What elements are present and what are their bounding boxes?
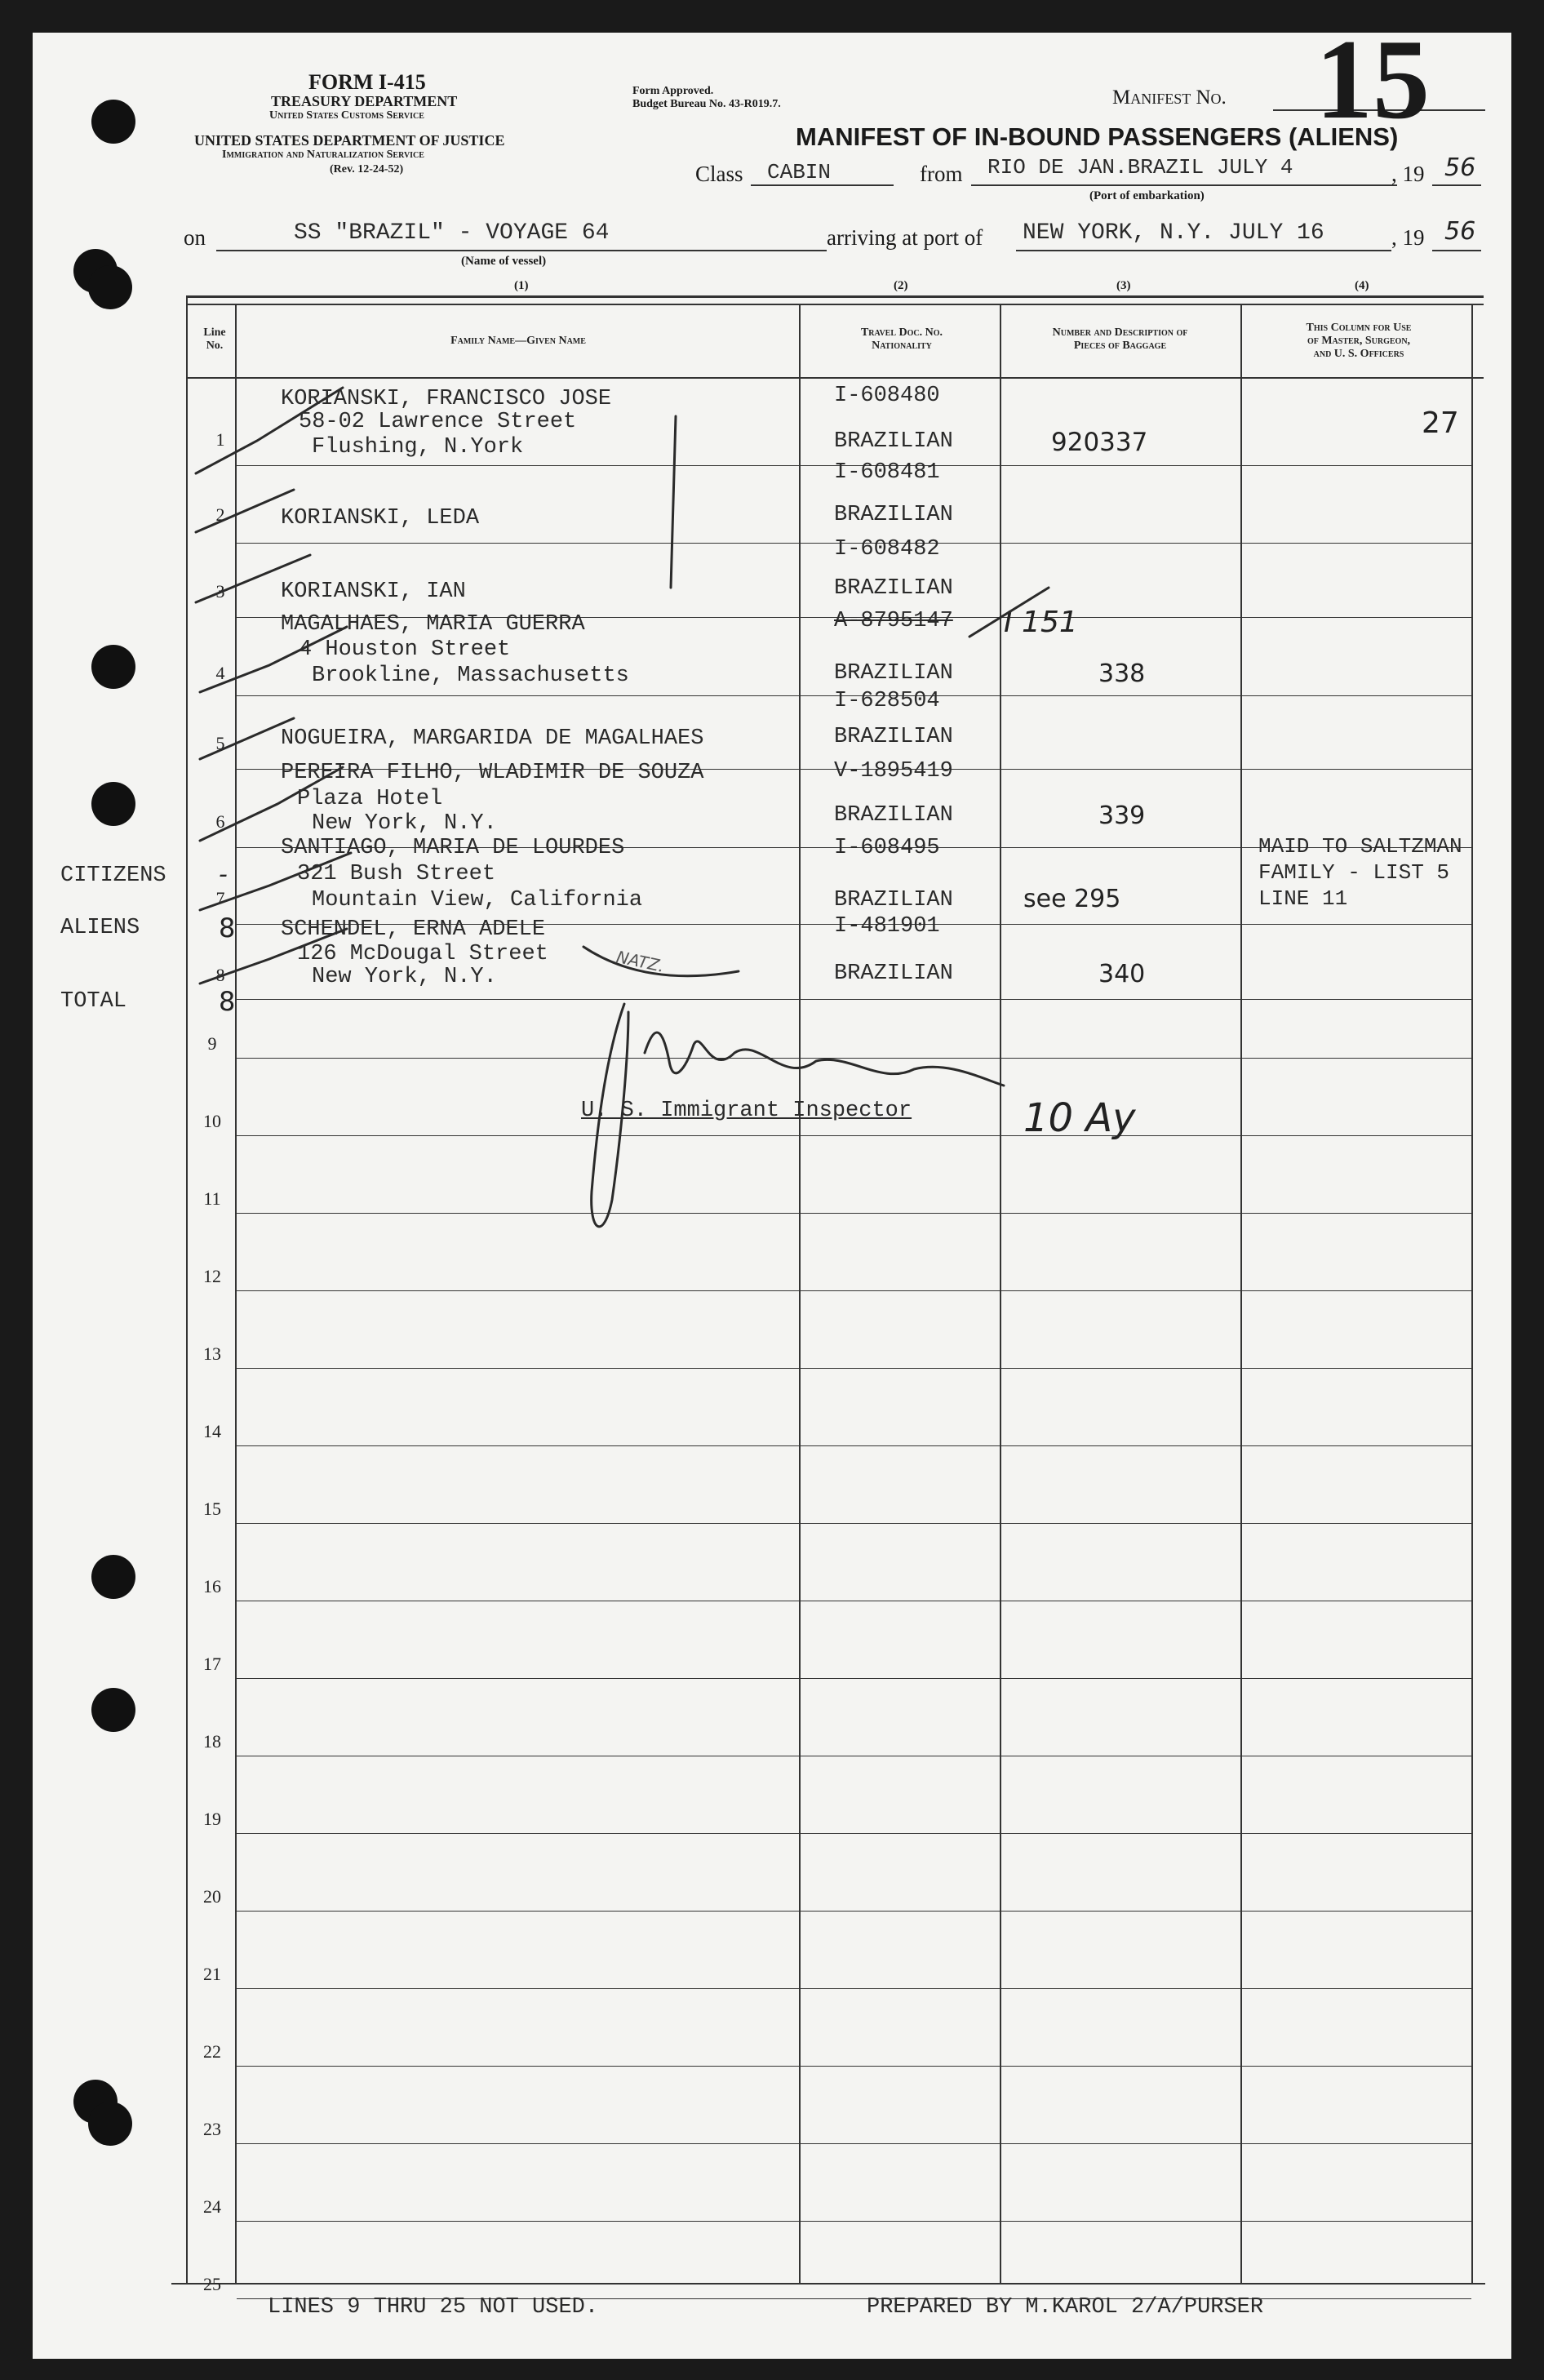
line-number: 11 bbox=[203, 1188, 221, 1209]
arriving-label: arriving at port of bbox=[827, 225, 983, 250]
line-number: 21 bbox=[203, 1964, 221, 1984]
class-label: Class bbox=[695, 162, 743, 186]
from-value: RIO DE JAN.BRAZIL JULY 4 bbox=[987, 155, 1293, 180]
budget-bureau: Budget Bureau No. 43-R019.7. bbox=[632, 98, 781, 110]
line-number: 7 bbox=[215, 888, 225, 908]
row-4-bag: 338 bbox=[1098, 659, 1146, 688]
row-7-nat: BRAZILIAN bbox=[834, 888, 953, 912]
row-8-nat: BRAZILIAN bbox=[834, 961, 953, 986]
row-8-bag: 340 bbox=[1098, 960, 1146, 988]
tally-aliens-value: 8 bbox=[219, 912, 236, 944]
col-header-bag2: Pieces of Baggage bbox=[1073, 340, 1167, 352]
dept-customs: United States Customs Service bbox=[269, 109, 424, 122]
row-divider bbox=[237, 1833, 1471, 1834]
line-number: 4 bbox=[215, 663, 225, 683]
row-4-doc: A-8795147 bbox=[834, 609, 953, 633]
line-number: 20 bbox=[203, 1886, 221, 1907]
binder-hole bbox=[91, 645, 135, 689]
row-8-doc: I-481901 bbox=[834, 914, 940, 939]
binder-hole bbox=[91, 782, 135, 826]
footer-lines-not-used: LINES 9 THRU 25 NOT USED. bbox=[268, 2295, 599, 2320]
dept-justice: UNITED STATES DEPARTMENT OF JUSTICE bbox=[194, 132, 505, 149]
arrival-value: NEW YORK, N.Y. JULY 16 bbox=[1023, 220, 1324, 246]
tally-total-value: 8 bbox=[219, 986, 236, 1017]
row-4-addr1: 4 Houston Street bbox=[299, 637, 511, 662]
binder-hole bbox=[91, 1555, 135, 1599]
year-prefix-2: , 19 bbox=[1391, 225, 1425, 250]
row-2-name: KORIANSKI, LEDA bbox=[281, 506, 480, 531]
line-number: 16 bbox=[203, 1576, 221, 1596]
row-7-name: SANTIAGO, MARIA DE LOURDES bbox=[281, 836, 625, 860]
line-number: 6 bbox=[215, 811, 225, 832]
binder-hole bbox=[88, 2102, 132, 2146]
row-7-addr2: Mountain View, California bbox=[312, 888, 643, 912]
line-number: 15 bbox=[203, 1499, 221, 1519]
row-5-name: NOGUEIRA, MARGARIDA DE MAGALHAES bbox=[281, 726, 704, 751]
class-value: CABIN bbox=[767, 160, 832, 184]
on-label: on bbox=[184, 225, 206, 250]
manifest-label: Manifest No. bbox=[1112, 87, 1227, 109]
row-1-name: KORIANSKI, FRANCISCO JOSE bbox=[281, 387, 612, 411]
line-number: 19 bbox=[203, 1809, 221, 1829]
row-7-note2: FAMILY - LIST 5 bbox=[1258, 860, 1450, 885]
year-1: 56 bbox=[1444, 153, 1476, 182]
line-number: 17 bbox=[203, 1654, 221, 1674]
col-header-use2: of Master, Surgeon, bbox=[1307, 335, 1411, 347]
row-3-doc: I-608482 bbox=[834, 537, 940, 562]
row-divider bbox=[237, 2066, 1471, 2067]
row-6-addr1: Plaza Hotel bbox=[297, 787, 443, 811]
row-8-addr2: New York, N.Y. bbox=[312, 965, 497, 989]
form-id: FORM I-415 bbox=[308, 70, 426, 94]
row-divider bbox=[237, 1213, 1471, 1214]
row-divider bbox=[237, 2143, 1471, 2144]
col-header-name: Family Name—Given Name bbox=[450, 335, 586, 347]
col-header-use1: This Column for Use bbox=[1306, 322, 1412, 334]
row-7-note1: MAID TO SALTZMAN bbox=[1258, 834, 1462, 859]
row-6-bag: 339 bbox=[1098, 801, 1146, 830]
dept-treasury: TREASURY DEPARTMENT bbox=[271, 93, 458, 109]
row-8-addr1: 126 McDougal Street bbox=[297, 942, 548, 966]
line-number: 3 bbox=[215, 581, 225, 602]
row-divider bbox=[237, 1368, 1471, 1369]
row-6-nat: BRAZILIAN bbox=[834, 803, 953, 828]
row-7-bag: see 295 bbox=[1023, 885, 1121, 913]
col-header-use3: and U. S. Officers bbox=[1313, 348, 1404, 360]
manifest-number: 15 bbox=[1316, 16, 1430, 143]
vessel-note: (Name of vessel) bbox=[461, 255, 547, 268]
col-num-3: (3) bbox=[1116, 279, 1131, 292]
col-header-doc: Travel Doc. No. bbox=[860, 326, 943, 339]
year-prefix-1: , 19 bbox=[1391, 162, 1425, 186]
manifest-page bbox=[33, 33, 1511, 2359]
line-number: 13 bbox=[203, 1343, 221, 1364]
row-1-nat: BRAZILIAN bbox=[834, 429, 953, 454]
line-number: 23 bbox=[203, 2119, 221, 2139]
row-8-stamp: NATZ. bbox=[614, 947, 667, 976]
line-number: 18 bbox=[203, 1731, 221, 1752]
row-5-doc: I-628504 bbox=[834, 689, 940, 713]
col-header-bag1: Number and Description of bbox=[1052, 326, 1188, 339]
line-number: 14 bbox=[203, 1421, 221, 1441]
row-1-bag: 920337 bbox=[1051, 428, 1148, 457]
line-number: 9 bbox=[207, 1033, 217, 1054]
binder-hole bbox=[88, 265, 132, 309]
from-label: from bbox=[920, 162, 963, 186]
row-4-docnote: I 151 bbox=[1004, 606, 1078, 639]
row-6-name: PEREIRA FILHO, WLADIMIR DE SOUZA bbox=[281, 761, 704, 785]
binder-hole bbox=[91, 100, 135, 144]
row-6-doc: V-1895419 bbox=[834, 759, 953, 784]
line-number: 2 bbox=[215, 504, 225, 525]
row-1-addr1: 58-02 Lawrence Street bbox=[299, 410, 577, 434]
year-2: 56 bbox=[1444, 217, 1476, 246]
row-divider bbox=[237, 1135, 1471, 1136]
row-divider bbox=[237, 1058, 1471, 1059]
col-num-1: (1) bbox=[514, 279, 529, 292]
row-divider bbox=[237, 1290, 1471, 1291]
row-1-note: 27 bbox=[1422, 406, 1459, 440]
col-num-4: (4) bbox=[1355, 279, 1369, 292]
row-divider bbox=[237, 1988, 1471, 1989]
port-note: (Port of embarkation) bbox=[1089, 189, 1205, 202]
col-header-line: Line No. bbox=[203, 326, 226, 352]
inspector-title: U. S. Immigrant Inspector bbox=[581, 1099, 912, 1123]
row-2-doc: I-608481 bbox=[834, 460, 940, 485]
row-4-nat: BRAZILIAN bbox=[834, 661, 953, 686]
tally-citizens-label: CITIZENS bbox=[60, 864, 166, 888]
binder-hole bbox=[91, 1688, 135, 1732]
form-revision: (Rev. 12-24-52) bbox=[330, 163, 404, 175]
row-1-addr2: Flushing, N.York bbox=[312, 435, 524, 460]
row-8-name: SCHENDEL, ERNA ADELE bbox=[281, 917, 546, 942]
footer-prepared-by: PREPARED BY M.KAROL 2/A/PURSER bbox=[867, 2295, 1264, 2320]
row-divider bbox=[237, 1911, 1471, 1912]
row-divider bbox=[237, 1445, 1471, 1446]
row-4-name: MAGALHAES, MARIA GUERRA bbox=[281, 612, 585, 637]
row-5-nat: BRAZILIAN bbox=[834, 725, 953, 749]
inspector-date-note: 10 Ay bbox=[1023, 1095, 1136, 1141]
row-7-addr1: 321 Bush Street bbox=[297, 862, 496, 886]
line-number: 8 bbox=[215, 965, 225, 985]
form-approved: Form Approved. bbox=[632, 85, 714, 97]
row-1-doc: I-608480 bbox=[834, 384, 940, 408]
row-divider bbox=[237, 2221, 1471, 2222]
line-number: 1 bbox=[215, 429, 225, 450]
row-divider bbox=[237, 999, 1471, 1000]
line-number: 22 bbox=[203, 2041, 221, 2062]
line-number: 12 bbox=[203, 1266, 221, 1286]
line-number: 25 bbox=[203, 2274, 221, 2294]
row-3-nat: BRAZILIAN bbox=[834, 576, 953, 601]
dept-immigration: Immigration and Naturalization Service bbox=[222, 149, 424, 161]
row-divider bbox=[237, 1523, 1471, 1524]
row-6-addr2: New York, N.Y. bbox=[312, 811, 497, 836]
tally-citizens-value: - bbox=[219, 860, 228, 889]
line-number: 24 bbox=[203, 2196, 221, 2217]
row-7-doc: I-608495 bbox=[834, 836, 940, 860]
vessel-name: SS "BRAZIL" - VOYAGE 64 bbox=[294, 220, 610, 246]
tally-total-label: TOTAL bbox=[60, 989, 127, 1014]
manifest-title: MANIFEST OF IN-BOUND PASSENGERS (ALIENS) bbox=[796, 122, 1399, 151]
col-num-2: (2) bbox=[894, 279, 908, 292]
tally-aliens-label: ALIENS bbox=[60, 916, 140, 940]
row-2-nat: BRAZILIAN bbox=[834, 503, 953, 527]
row-divider bbox=[237, 1678, 1471, 1679]
row-4-addr2: Brookline, Massachusetts bbox=[312, 664, 629, 688]
col-header-nat: Nationality bbox=[872, 340, 932, 352]
row-3-name: KORIANSKI, IAN bbox=[281, 579, 466, 604]
line-number: 5 bbox=[215, 733, 225, 753]
line-number: 10 bbox=[203, 1111, 221, 1131]
row-7-note3: LINE 11 bbox=[1258, 886, 1348, 911]
